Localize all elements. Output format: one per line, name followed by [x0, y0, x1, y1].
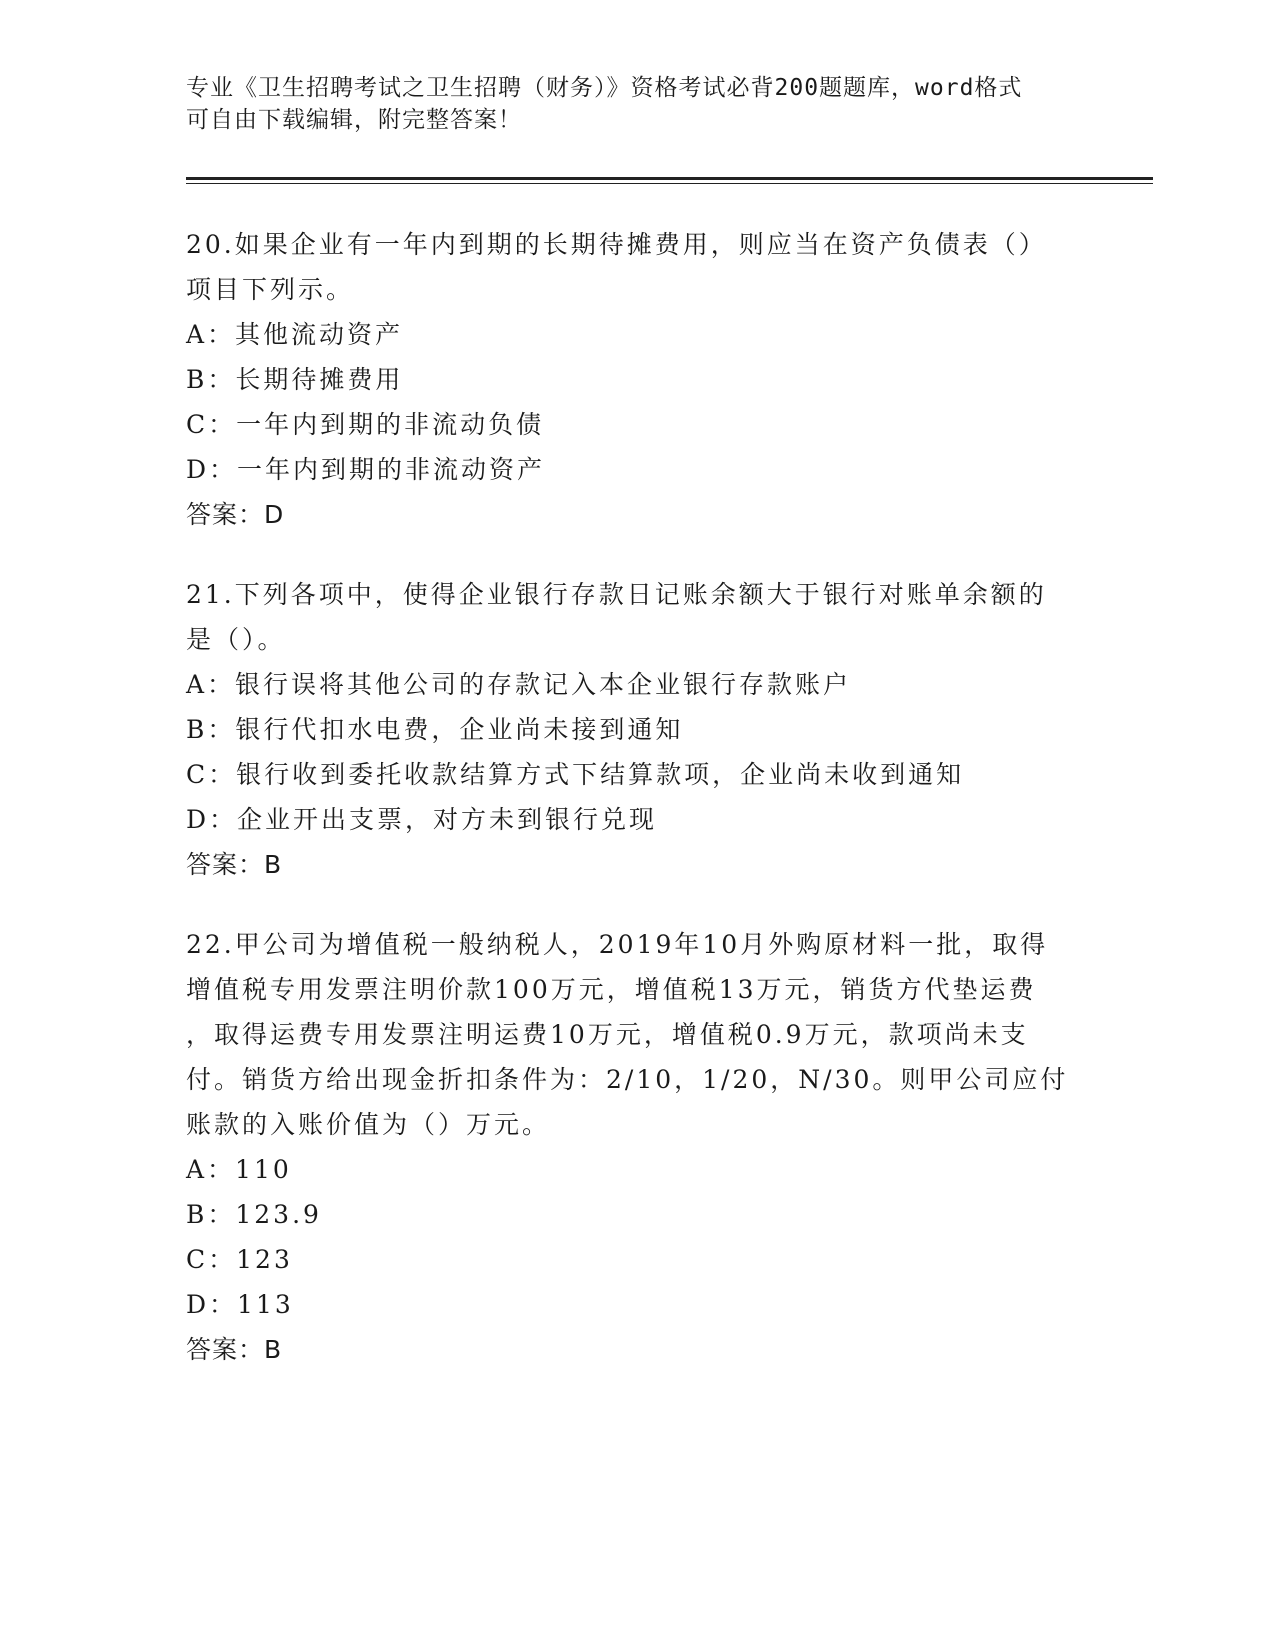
- header-divider-thin: [186, 183, 1153, 184]
- header-line-2: 可自由下载编辑，附完整答案！: [186, 107, 522, 133]
- question-stem-line: 付。销货方给出现金折扣条件为：2/10，1/20，N/30。则甲公司应付: [186, 1065, 1069, 1094]
- option-a: A：其他流动资产: [186, 320, 404, 349]
- document-header: [186, 72, 1066, 136]
- option-c: C：银行收到委托收款结算方式下结算款项，企业尚未收到通知: [186, 760, 965, 789]
- question-stem-line: ，取得运费专用发票注明运费10万元，增值税0.9万元，款项尚未支: [186, 1020, 1029, 1049]
- option-b: B：银行代扣水电费，企业尚未接到通知: [186, 715, 684, 744]
- question-stem-line: 账款的入账价值为（）万元。: [186, 1110, 551, 1139]
- option-d: D：一年内到期的非流动资产: [186, 455, 546, 484]
- answer: 答案：D: [186, 500, 285, 529]
- question-stem-line: 项目下列示。: [186, 275, 355, 304]
- option-a: A：110: [186, 1155, 292, 1184]
- header-divider-thick: [186, 177, 1153, 180]
- option-b: B：长期待摊费用: [186, 365, 404, 394]
- answer: 答案：B: [186, 850, 283, 879]
- answer: 答案：B: [186, 1335, 283, 1364]
- question-20: [186, 222, 1076, 537]
- question-stem-line: 21.下列各项中，使得企业银行存款日记账余额大于银行对账单余额的: [186, 580, 1047, 609]
- header-line-1: 专业《卫生招聘考试之卫生招聘（财务）》资格考试必背200题题库，word格式: [186, 75, 1023, 101]
- question-21: [186, 572, 1076, 887]
- option-c: C：一年内到期的非流动负债: [186, 410, 545, 439]
- option-d: D：113: [186, 1290, 294, 1319]
- question-stem-line: 22.甲公司为增值税一般纳税人，2019年10月外购原材料一批，取得: [186, 930, 1049, 959]
- option-a: A：银行误将其他公司的存款记入本企业银行存款账户: [186, 670, 852, 699]
- option-d: D：企业开出支票，对方未到银行兑现: [186, 805, 658, 834]
- question-stem-line: 20.如果企业有一年内到期的长期待摊费用，则应当在资产负债表（）: [186, 230, 1047, 259]
- question-22: [186, 922, 1076, 1372]
- option-b: B：123.9: [186, 1200, 322, 1229]
- question-stem-line: 是（）。: [186, 625, 286, 654]
- question-stem-line: 增值税专用发票注明价款100万元，增值税13万元，销货方代垫运费: [186, 975, 1037, 1004]
- option-c: C：123: [186, 1245, 293, 1274]
